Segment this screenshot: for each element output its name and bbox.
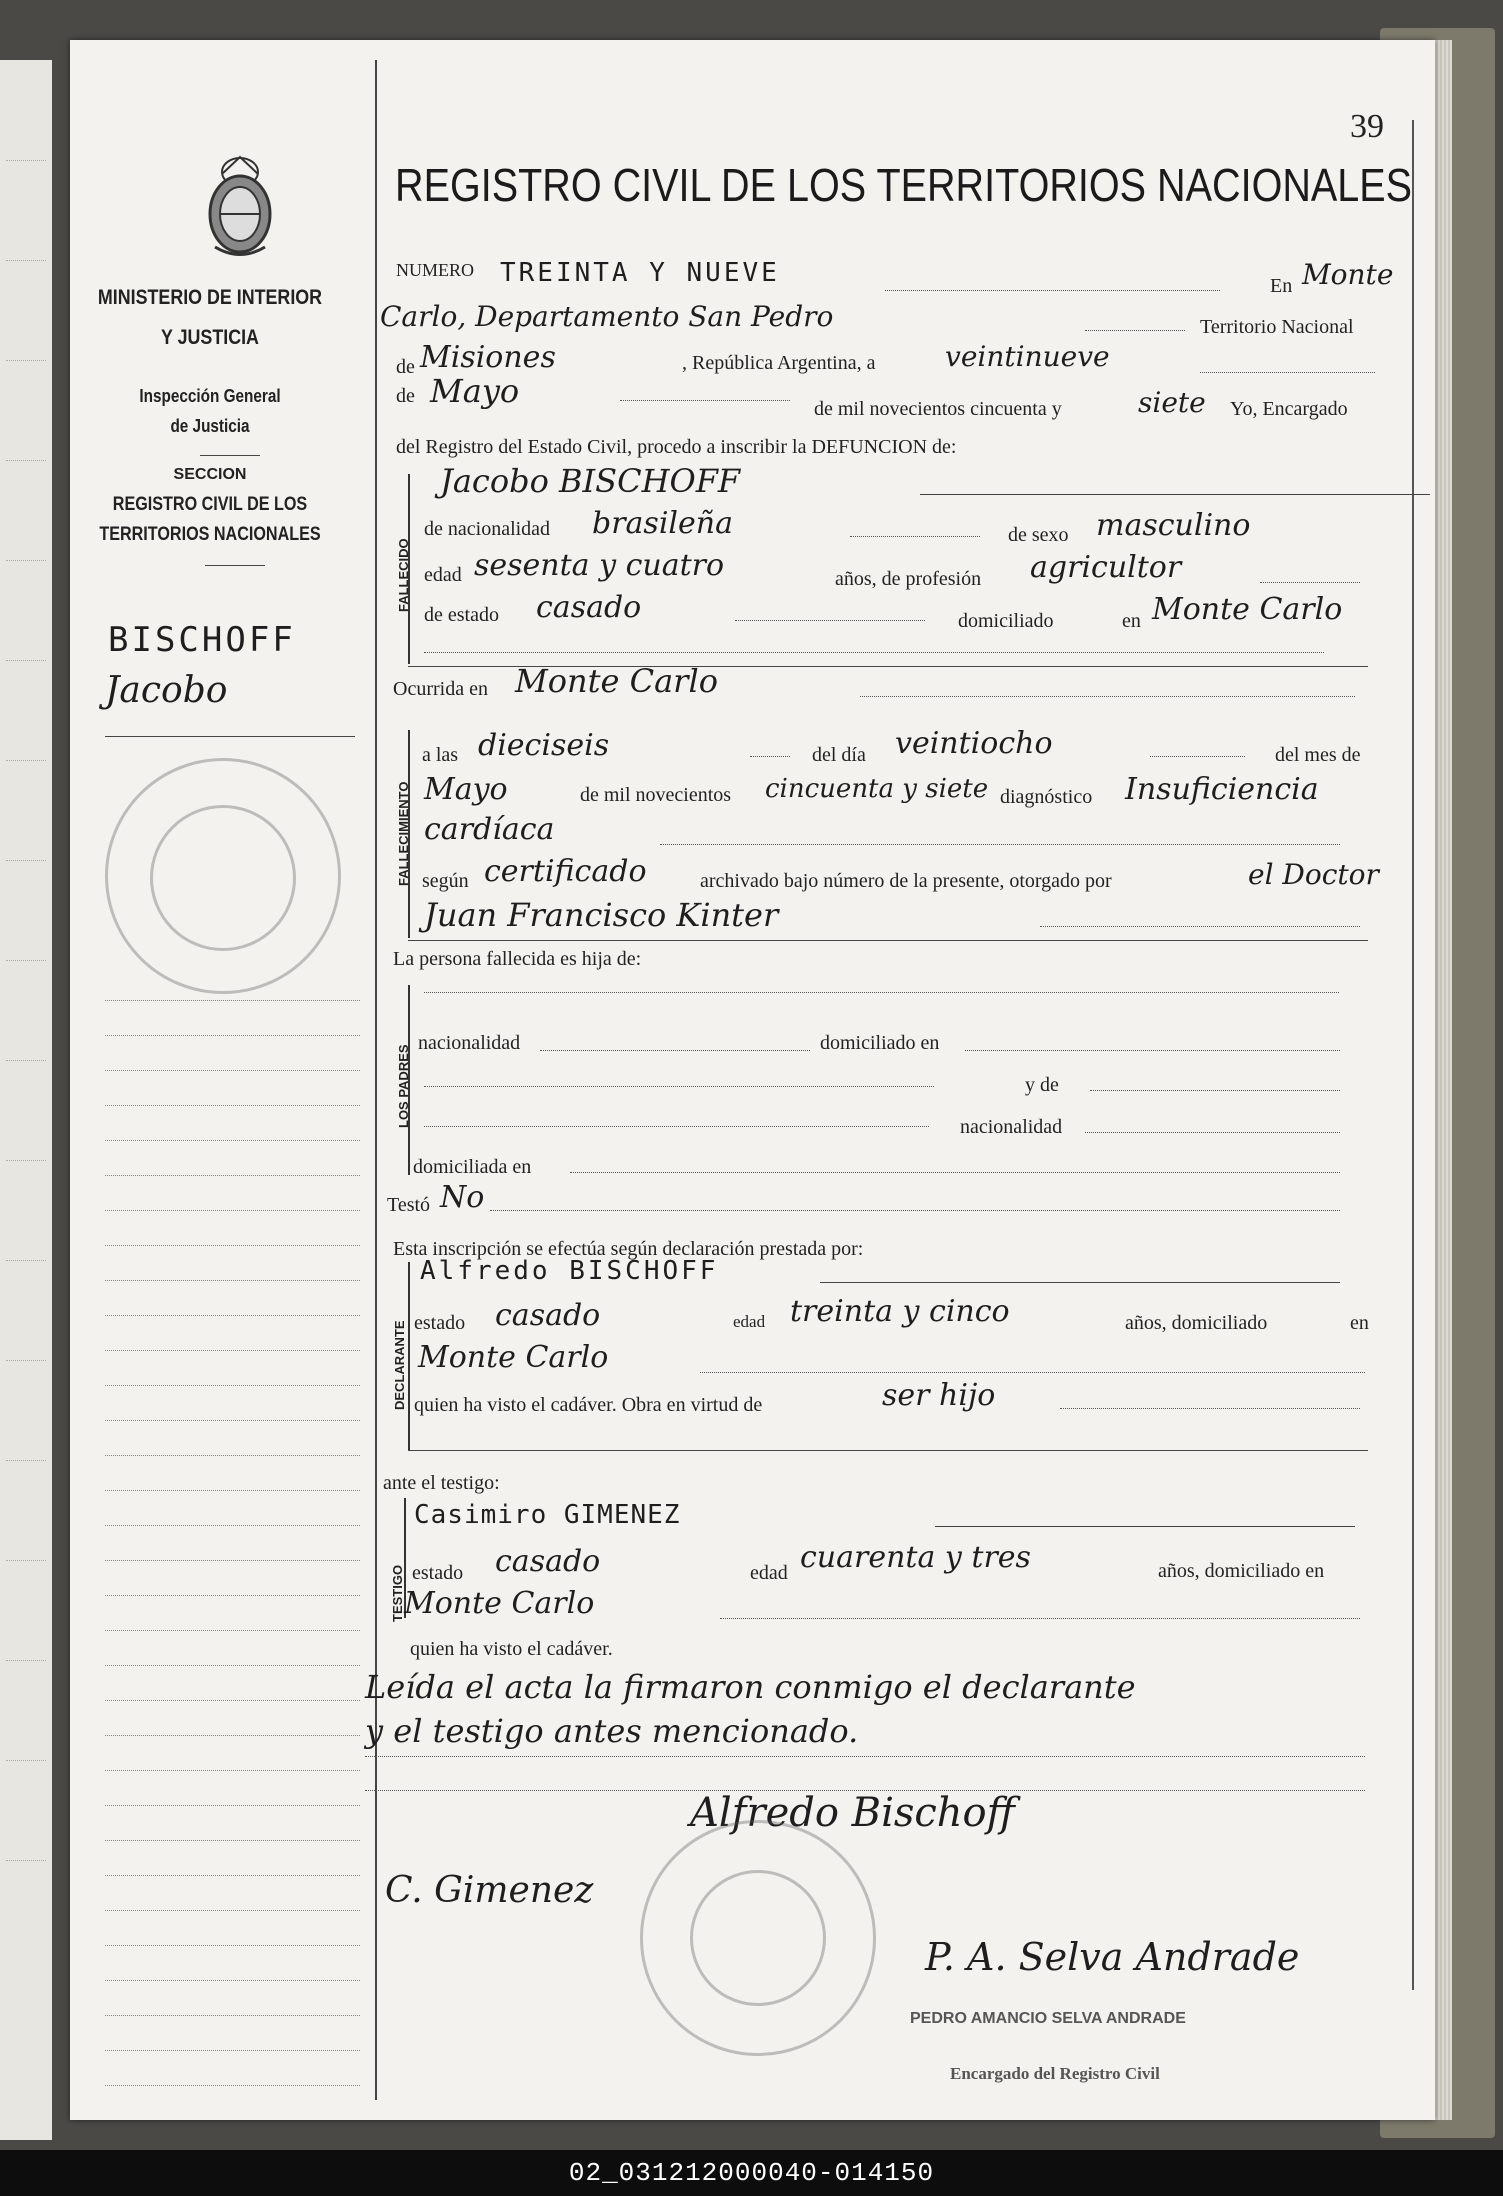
doctor-line xyxy=(1040,926,1360,927)
testigo-estado-label: estado xyxy=(412,1562,464,1584)
declarante-virtud-value: ser hijo xyxy=(882,1378,996,1413)
testigo-domicilio-value: Monte Carlo xyxy=(404,1586,595,1621)
padres-line-2 xyxy=(424,1086,934,1087)
testigo-visto-label: quien ha visto el cadáver. xyxy=(410,1638,613,1660)
diagnostico-value: Insuficiencia xyxy=(1125,772,1319,807)
numero-line xyxy=(885,290,1220,291)
sidebar-divider-2 xyxy=(205,565,265,566)
encargado-signature: P. A. Selva Andrade xyxy=(925,1935,1300,1979)
registry-stamp-bottom-inner xyxy=(690,1870,826,2006)
diagnostico-label: diagnóstico xyxy=(1000,786,1093,808)
fallecimiento-anio-value: cincuenta y siete xyxy=(765,774,989,804)
ministry-line2: Y JUSTICIA xyxy=(161,326,259,349)
declarante-intro: Esta inscripción se efectúa según declaración prestada por: xyxy=(393,1238,864,1260)
a-las-label: a las xyxy=(422,744,459,766)
y-de-line xyxy=(1090,1090,1340,1091)
edad-value: sesenta y cuatro xyxy=(474,548,725,583)
numero-value: TREINTA Y NUEVE xyxy=(500,258,780,288)
edad-label: edad xyxy=(424,564,462,586)
testo-label: Testó xyxy=(387,1194,431,1216)
page-title: REGISTRO CIVIL DE LOS TERRITORIOS NACIONALES xyxy=(395,159,1413,211)
encargado-stamp-title: Encargado del Registro Civil xyxy=(950,2064,1160,2083)
declarante-bottom-line xyxy=(408,1450,1368,1451)
fallecimiento-mes-value: Mayo xyxy=(424,772,508,807)
sexo-label: de sexo xyxy=(1008,524,1069,546)
padres-dom-line xyxy=(965,1050,1340,1051)
territorio-value: Misiones xyxy=(420,340,556,375)
profesion-label: años, de profesión xyxy=(835,568,982,590)
de2-label: de xyxy=(396,385,415,407)
diagnostico-value2: cardíaca xyxy=(424,812,555,847)
seccion-label: SECCION xyxy=(173,466,247,483)
testigo-anios-label: años, domiciliado en xyxy=(1158,1560,1325,1582)
del-dia-label: del día xyxy=(812,744,866,766)
domiciliada-label: domiciliada en xyxy=(413,1156,532,1178)
place-value: Carlo, Departamento San Pedro xyxy=(380,300,834,333)
y-de-label: y de xyxy=(1025,1074,1059,1096)
archivado-label: archivado bajo número de la presente, otorgado por xyxy=(700,870,1112,892)
coat-of-arms-icon xyxy=(200,152,280,267)
declarante-signature: Alfredo Bischoff xyxy=(690,1790,1015,1836)
ministry-line1: MINISTERIO DE INTERIOR xyxy=(97,286,323,309)
domicilio-en-label: en xyxy=(1122,610,1141,632)
inspeccion-line2: de Justicia xyxy=(170,416,250,436)
testigo-edad-value: cuarenta y tres xyxy=(800,1540,1031,1575)
segun-value: certificado xyxy=(484,854,647,889)
hora-value: dieciseis xyxy=(478,728,610,763)
declarante-domicilio-value: Monte Carlo xyxy=(418,1340,609,1375)
dia-value: veintinueve xyxy=(945,340,1110,373)
hora-line xyxy=(750,756,790,757)
margin-given-name: Jacobo xyxy=(105,670,228,711)
testigo-edad-label: edad xyxy=(750,1562,788,1584)
estado-line xyxy=(735,620,925,621)
profesion-value: agricultor xyxy=(1030,550,1182,585)
padres-intro: La persona fallecida es hija de: xyxy=(393,948,642,970)
image-id-caption: 02_031212000040-014150 xyxy=(568,2158,935,2188)
nacionalidad-line xyxy=(850,536,980,537)
declarante-en-label: en xyxy=(1350,1312,1369,1334)
declarante-estado-value: casado xyxy=(495,1298,601,1333)
republica-label: , República Argentina, a xyxy=(682,352,876,374)
padres-nacionalidad-label: nacionalidad xyxy=(418,1032,521,1054)
sidebar-divider xyxy=(200,455,260,456)
registro-text: del Registro del Estado Civil, procedo a inscribir la DEFUNCION de: xyxy=(396,436,957,458)
mil-novecientos-label: de mil novecientos xyxy=(580,784,732,806)
yo-label: Yo, Encargado xyxy=(1230,398,1348,420)
closing-line2: y el testigo antes mencionado. xyxy=(365,1712,859,1750)
margin-divider xyxy=(375,60,377,2100)
declarante-name-line xyxy=(820,1282,1340,1283)
testigo-dom-line xyxy=(720,1618,1360,1619)
testigo-name: Casimiro GIMENEZ xyxy=(414,1500,681,1530)
closing-line-rule-1 xyxy=(365,1756,1365,1757)
margin-name-underline xyxy=(105,736,355,737)
testigo-intro: ante el testigo: xyxy=(383,1472,500,1494)
declarante-edad-label: edad xyxy=(733,1312,766,1331)
estado-value: casado xyxy=(536,590,642,625)
place-line xyxy=(1085,330,1185,331)
closing-line1: Leída el acta la firmaron conmigo el declarante xyxy=(365,1668,1136,1706)
declarante-section-label: DECLARANTE xyxy=(392,1320,407,1410)
dia-fall-line xyxy=(1150,756,1245,757)
testigo-section-label: TESTIGO xyxy=(390,1564,405,1622)
sexo-value: masculino xyxy=(1096,508,1251,543)
fallecimiento-dia-value: veintiocho xyxy=(895,726,1053,761)
fallecido-name: Jacobo BISCHOFF xyxy=(440,462,741,500)
right-border xyxy=(1412,120,1414,1990)
testigo-signature: C. Gimenez xyxy=(385,1870,594,1911)
dia-line xyxy=(1200,372,1375,373)
domiciliado-label: domiciliado xyxy=(958,610,1054,632)
padres-domiciliado-label: domiciliado en xyxy=(820,1032,940,1054)
numero-label: NUMERO xyxy=(396,260,475,280)
mes-value: Mayo xyxy=(430,372,520,410)
declarante-visto-label: quien ha visto el cadáver. Obra en virtud de xyxy=(414,1394,763,1416)
nacionalidad-label: de nacionalidad xyxy=(424,518,551,540)
doctor-value: Juan Francisco Kinter xyxy=(424,896,779,934)
domiciliada-line xyxy=(570,1172,1340,1173)
inspeccion-line1: Inspección General xyxy=(139,386,281,406)
padres-nac-line xyxy=(540,1050,810,1051)
ocurrida-label: Ocurrida en xyxy=(393,678,488,700)
mil-label: de mil novecientos cincuenta y xyxy=(814,398,1062,420)
del-mes-label: del mes de xyxy=(1275,744,1361,766)
anio-value: siete xyxy=(1138,386,1206,419)
testo-value: No xyxy=(440,1180,485,1215)
en-value: Monte xyxy=(1302,258,1394,291)
declarante-estado-label: estado xyxy=(414,1312,466,1334)
page-number: 39 xyxy=(1350,108,1384,145)
declarante-anios-label: años, domiciliado xyxy=(1125,1312,1268,1334)
profesion-line xyxy=(1260,582,1360,583)
mes-line xyxy=(620,400,790,401)
fallecido-extra-line xyxy=(424,652,1324,653)
padres-nacionalidad2-label: nacionalidad xyxy=(960,1116,1063,1138)
declarante-name: Alfredo BISCHOFF xyxy=(420,1256,719,1286)
declarante-edad-value: treinta y cinco xyxy=(790,1294,1010,1329)
nacionalidad-value: brasileña xyxy=(592,506,733,541)
margin-surname: BISCHOFF xyxy=(108,620,296,660)
padres-line-1 xyxy=(424,992,1339,993)
padres-line-3 xyxy=(424,1126,929,1127)
ocurrida-value: Monte Carlo xyxy=(515,662,718,700)
diagnostico-line xyxy=(660,844,1340,845)
declarante-dom-line xyxy=(700,1372,1365,1373)
segun-label: según xyxy=(422,870,469,892)
padres-nac2-line xyxy=(1085,1132,1340,1133)
registro-line1: REGISTRO CIVIL DE LOS xyxy=(112,494,308,515)
estado-label: de estado xyxy=(424,604,499,626)
fallecido-name-line xyxy=(920,494,1430,495)
registro-line2: TERRITORIOS NACIONALES xyxy=(99,524,321,545)
testigo-name-line xyxy=(935,1526,1355,1527)
registry-stamp-left-inner xyxy=(150,805,296,951)
en-label: En xyxy=(1270,275,1293,297)
declarante-bracket xyxy=(408,1262,410,1450)
domicilio-value: Monte Carlo xyxy=(1152,592,1343,627)
otorgado-value: el Doctor xyxy=(1248,858,1379,891)
encargado-stamp-name: PEDRO AMANCIO SELVA ANDRADE xyxy=(910,2010,1186,2027)
testigo-estado-value: casado xyxy=(495,1544,601,1579)
declarante-virtud-line xyxy=(1060,1408,1360,1409)
de-label: de xyxy=(396,356,415,378)
fallecimiento-section-label: FALLECIMIENTO xyxy=(396,781,411,886)
padres-section-label: LOS PADRES xyxy=(396,1044,411,1128)
previous-page-edge xyxy=(0,60,52,2140)
ocurrida-line xyxy=(860,696,1355,697)
territorio-label: Territorio Nacional xyxy=(1200,316,1354,338)
fallecido-section-label: FALLECIDO xyxy=(396,538,411,612)
testo-line xyxy=(490,1210,1340,1211)
fallecimiento-bottom-line xyxy=(408,940,1368,941)
